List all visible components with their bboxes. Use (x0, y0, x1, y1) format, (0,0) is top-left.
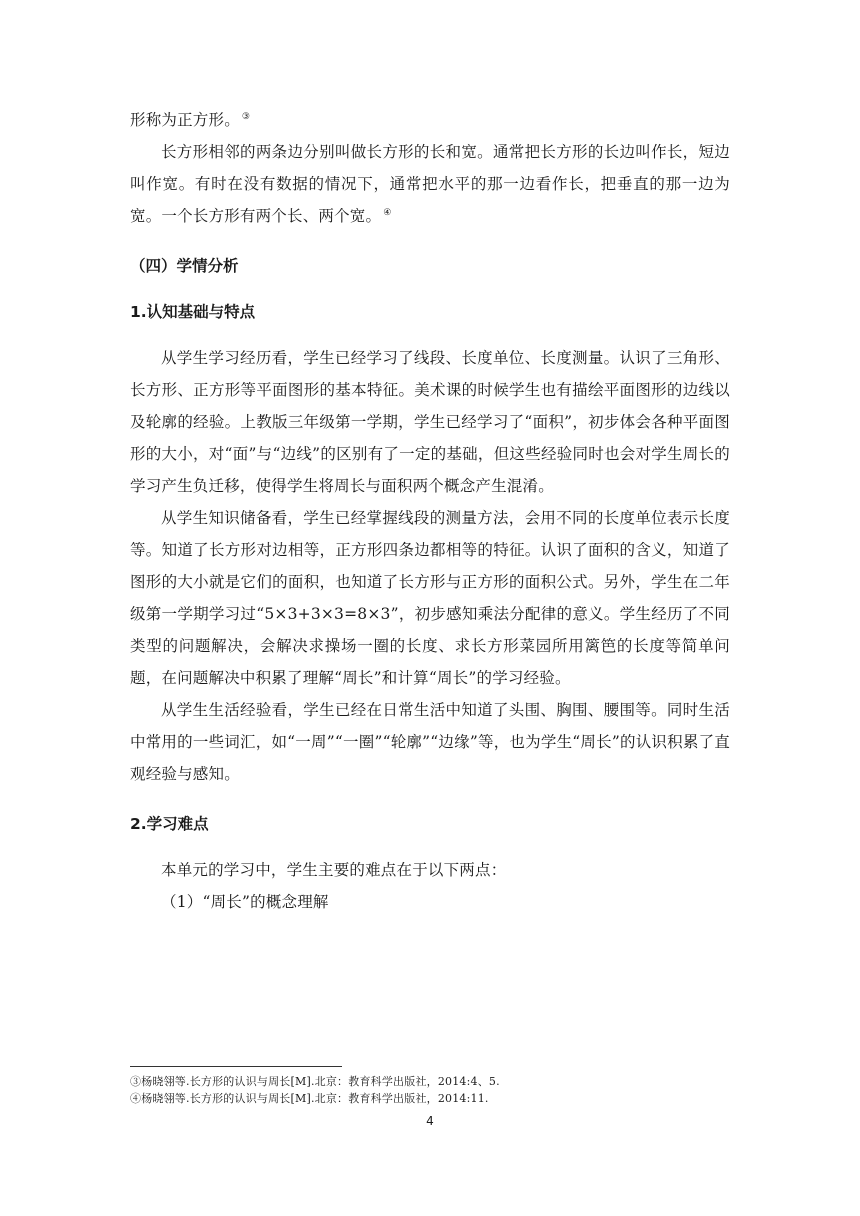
subsection-heading-2: 2.学习难点 (130, 815, 209, 833)
footnote-ref-4[interactable]: ④ (383, 207, 392, 218)
paragraph-difficulties: 本单元的学习中，学生主要的难点在于以下两点： (161, 861, 507, 879)
paragraph-learning-experience: 从学生学习经历看，学生已经学习了线段、长度单位、长度测量。认识了三角形、长方形、正方形等平面图形的基本特征。美术课的时候学生也有描绘平面图形的边线以及轮廓的经验。上教版三年级第一学期，学生已经学习了“面积”，初步体会各种平面图形的大小，对“面”与“边线”的区别有了一定的基础，但这些经验同时也会对学生周长的学习产生负迁移，使得学生将周长与面积两个概念产生混淆。 (130, 349, 730, 495)
footnote-ref-3[interactable]: ③ (241, 111, 251, 122)
list-item-1: （1）“周长”的概念理解 (161, 893, 329, 911)
paragraph-rectangle-sides: 长方形相邻的两条边分别叫做长方形的长和宽。通常把长方形的长边叫作长，短边叫作宽。有时在没有数据的情况下，通常把水平的那一边看作长，把垂直的那一边为宽。一个长方形有两个长、两个宽。 ④ (130, 143, 730, 225)
footnote-divider (130, 1066, 342, 1067)
paragraph-knowledge-reserve: 从学生知识储备看，学生已经掌握线段的测量方法，会用不同的长度单位表示长度等。知道了长方形对边相等，正方形四条边都相等的特征。认识了面积的含义，知道了图形的大小就是它们的面积，也知道了长方形与正方形的面积公式。另外，学生在二年级第一学期学习过“5×3+3×3=8×3”，初步感知乘法分配律的意义。学生经历了不同类型的问题解决，会解决求操场一圈的长度、求长方形菜园所用篱笆的长度等简单问题，在问题解决中积累了理解“周长”和计算“周长”的学习经验。 (130, 509, 730, 687)
footnote-3: ③杨晓翎等.长方形的认识与周长[M].北京：教育科学出版社，2014:4、5. (130, 1075, 500, 1088)
paragraph-life-experience: 从学生生活经验看，学生已经在日常生活中知道了头围、胸围、腰围等。同时生活中常用的一些词汇，如“一周”“一圈”“轮廓”“边缘”等，也为学生“周长”的认识积累了直观经验与感知。 (130, 701, 730, 783)
footnote-4: ④杨晓翎等.长方形的认识与周长[M].北京：教育科学出版社，2014:11. (130, 1092, 489, 1105)
subsection-heading-1: 1.认知基础与特点 (130, 303, 256, 321)
body-content (130, 104, 730, 918)
footnotes (130, 1066, 730, 1107)
page-number: 4 (426, 1114, 434, 1128)
paragraph-continued: 形称为正方形。 ③ (130, 111, 251, 129)
section-heading-4: （四）学情分析 (130, 257, 239, 275)
